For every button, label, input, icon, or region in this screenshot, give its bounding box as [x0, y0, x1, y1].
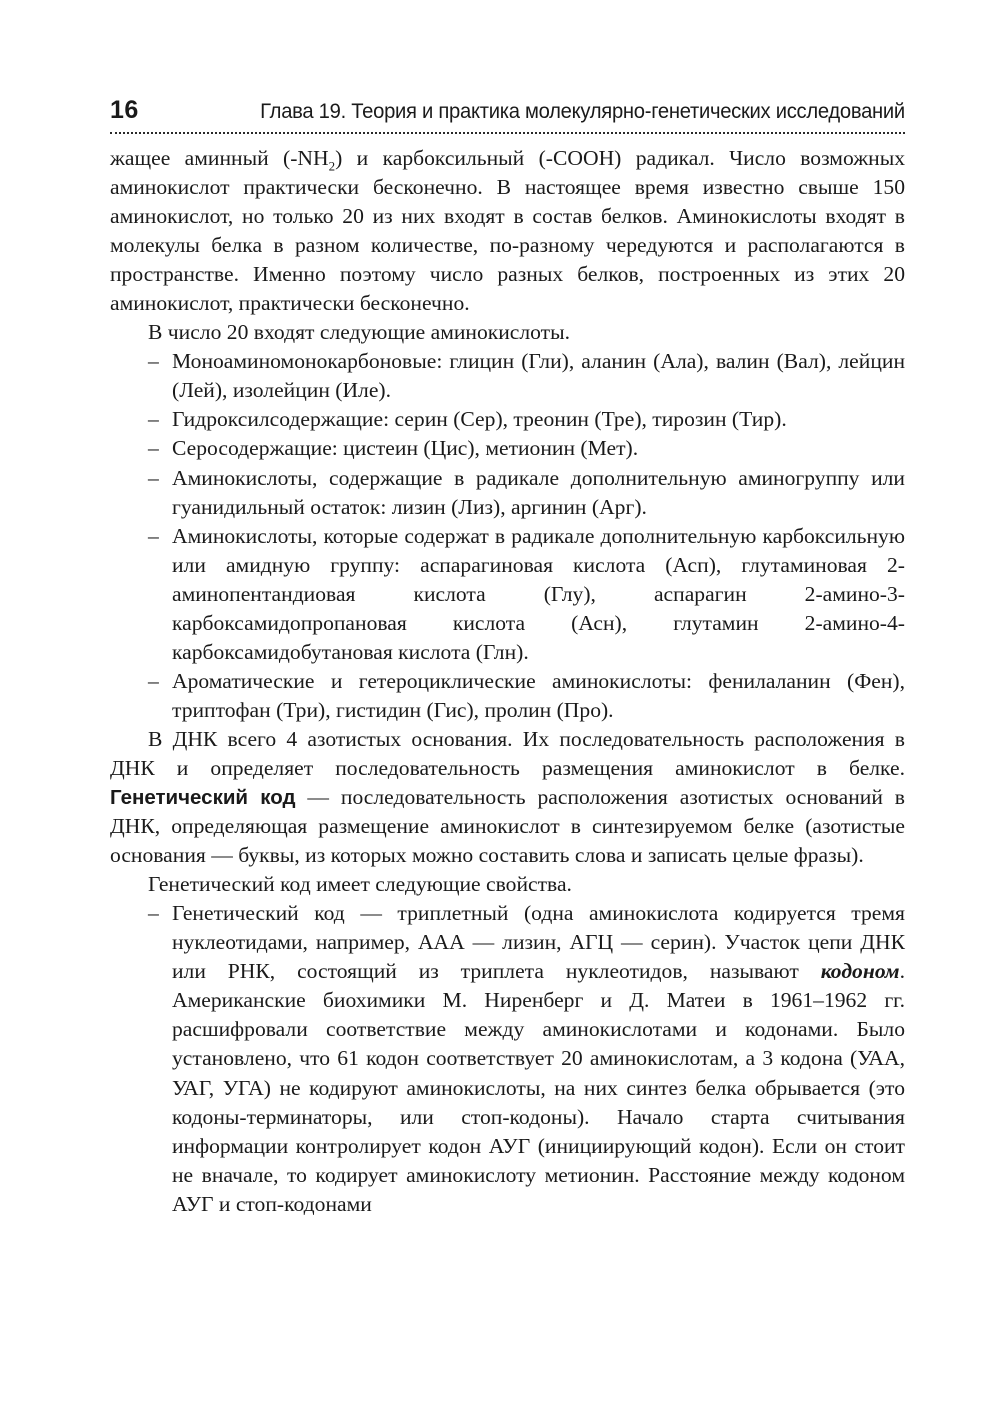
dash-marker: –	[148, 668, 159, 693]
dash-marker: –	[148, 407, 159, 432]
page-number: 16	[110, 96, 139, 124]
paragraph-text: В ДНК всего 4 азотистых основания. Их последовательность расположения в ДНК и определяет последовательность размещения аминокислот в белке.	[110, 726, 905, 780]
book-page	[110, 96, 905, 1219]
paragraph-list-lead: В число 20 входят следующие аминокислоты.	[148, 320, 571, 345]
bold-term: Генетический код	[110, 786, 296, 810]
subscript: 2	[328, 158, 336, 174]
dash-marker: –	[148, 349, 159, 374]
list-item	[110, 405, 905, 434]
chapter-title: Глава 19. Теория и практика молекулярно-генетических исследований	[260, 99, 905, 123]
paragraph-genetic-code-definition	[110, 725, 905, 870]
genetic-code-properties-list	[110, 899, 905, 1219]
list-item-text: Ароматические и гетероциклические аминокислоты: фенилаланин (Фен), триптофан (Три), гистидин (Гис), пролин (Про).	[172, 668, 905, 722]
list-item-text: . Американские биохимики М. Ниренберг и Д. Матеи в 1961–1962 гг. расшифровали соответствие между аминокислотами и кодонами. Было установлено, что 61 кодон соответствует 20 аминокислотам, а 3 кодона (УАА, УАГ, УГА) не кодируют аминокислоты, на них синтез белка обрывается (это кодоны-терминаторы, или стоп-кодоны). Начало старта считывания информации контролирует кодон АУГ (инициирующий кодон). Если он стоит не вначале, то кодирует аминокислоту метионин. Расстояние между кодоном АУГ и стоп-кодонами	[172, 959, 905, 1216]
list-item	[110, 347, 905, 405]
list-item	[110, 667, 905, 725]
dash-marker: –	[148, 436, 159, 461]
paragraph-text: — последовательность расположения азотистых оснований в ДНК, определяющая размещение аминокислот в синтезируемом белке (азотистые основания — буквы, из которых можно составить слова и записать целые фразы).	[110, 785, 905, 868]
list-item-text: Серосодержащие: цистеин (Цис), метионин (Мет).	[172, 436, 639, 461]
running-header	[110, 96, 905, 130]
amino-acid-groups-list	[110, 347, 905, 725]
list-item	[110, 899, 905, 1219]
dash-marker: –	[148, 465, 159, 490]
list-item-text: Аминокислоты, которые содержат в радикале дополнительную карбоксильную или амидную группу: аспарагиновая кислота (Асп), глутаминовая 2-аминопентандиовая кислота (Глу), аспарагин 2-амино-3-карбоксамидопропановая кислота (Асн), глутамин 2-амино-4-карбоксамидобутановая кислота (Глн).	[172, 523, 905, 664]
list-item	[110, 464, 905, 522]
header-dotted-rule	[110, 132, 905, 134]
dash-marker: –	[148, 523, 159, 548]
list-item	[110, 434, 905, 463]
list-item-text: Аминокислоты, содержащие в радикале дополнительную аминогруппу или гуанидильный остаток: лизин (Лиз), аргинин (Арг).	[172, 465, 905, 519]
list-item-text: Гидроксилсодержащие: серин (Сер), треонин (Тре), тирозин (Тир).	[172, 407, 787, 432]
paragraph-properties-lead: Генетический код имеет следующие свойства.	[148, 872, 572, 897]
list-item-text: Генетический код — триплетный (одна аминокислота кодируется тремя нуклеотидами, например, ААА — лизин, АГЦ — серин). Участок цепи ДНК или РНК, состоящий из триплета нуклеотидов, называют	[172, 901, 905, 984]
main-text	[110, 144, 905, 1219]
list-item	[110, 522, 905, 667]
paragraph-text: ) и карбоксильный (-COOH) радикал. Число возможных аминокислот практически бесконечно. В настоящее время известно свыше 150 аминокислот, но только 20 из них входят в состав белков. Аминокислоты входят в молекулы белка в разном количестве, по-разному чередуются и располагаются в пространстве. Именно поэтому число разных белков, построенных из этих 20 аминокислот, практически бесконечно.	[110, 146, 906, 316]
paragraph-amino-acids-intro	[110, 144, 905, 318]
paragraph-text: жащее аминный (-NH	[110, 146, 329, 170]
bold-italic-term: кодоном	[820, 959, 900, 984]
list-item-text: Моноаминомонокарбоновые: глицин (Гли), аланин (Ала), валин (Вал), лейцин (Лей), изолейцин (Иле).	[172, 349, 905, 403]
dash-marker: –	[148, 901, 159, 926]
